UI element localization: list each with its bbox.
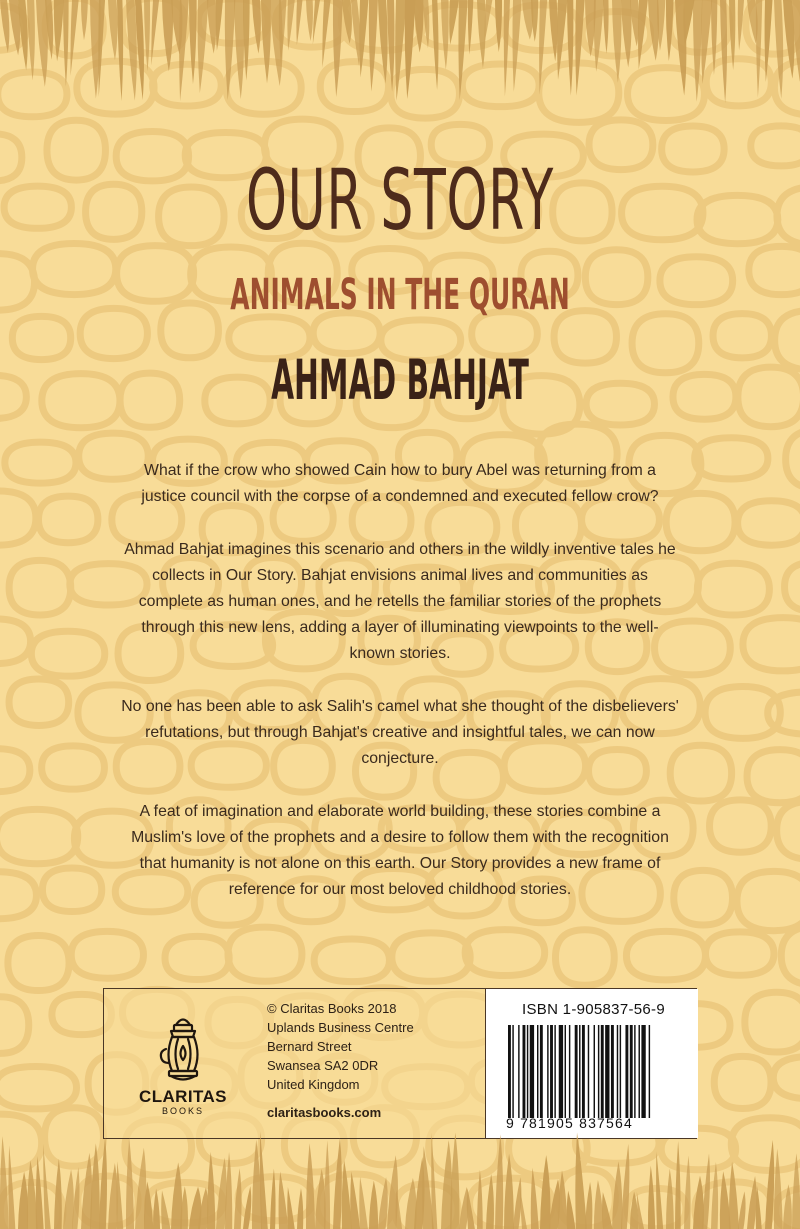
barcode-bar	[530, 1025, 534, 1118]
pattern-shape	[714, 1056, 771, 1108]
fur-strand	[198, 0, 209, 93]
pattern-shape	[697, 563, 769, 615]
fur-strand	[54, 0, 64, 61]
fur-strand	[612, 0, 621, 83]
fur-strand	[117, 1161, 124, 1229]
fur-strand	[504, 1154, 514, 1229]
pattern-shape	[165, 936, 229, 979]
pattern-shape	[751, 126, 800, 166]
pattern-shape	[31, 631, 104, 676]
barcode-bar	[634, 1025, 635, 1118]
barcode-bar	[620, 1025, 621, 1118]
pattern-shape	[42, 868, 101, 912]
fur-strand	[621, 0, 631, 67]
fur-strand	[423, 0, 429, 48]
fur-strand	[126, 1137, 134, 1229]
fur-strand	[99, 1137, 107, 1229]
pattern-shape	[777, 187, 800, 245]
pattern-shape	[673, 374, 736, 419]
book-author: AHMAD BAHJAT	[271, 348, 529, 412]
pattern-shape	[786, 430, 800, 489]
fur-strand	[333, 1138, 342, 1229]
fur-strand	[729, 0, 735, 70]
pattern-shape	[38, 496, 97, 543]
barcode-panel	[485, 989, 698, 1138]
pattern-shape	[4, 186, 71, 228]
fur-strand	[477, 1170, 483, 1229]
fur-strand	[666, 1169, 674, 1229]
fur-strand	[702, 1154, 710, 1229]
fur-strand	[70, 0, 78, 76]
fur-strand	[512, 0, 521, 92]
pattern-shape	[781, 926, 800, 985]
fur-strand	[449, 0, 459, 45]
barcode-bar	[575, 1025, 578, 1118]
pattern-shape	[747, 750, 800, 803]
pattern-shape	[71, 931, 143, 978]
fur-strand	[414, 0, 423, 53]
fur-strand	[477, 0, 486, 68]
fur-strand	[747, 1176, 757, 1229]
fur-strand	[270, 1169, 276, 1229]
pattern-shape	[9, 560, 71, 615]
fur-strand	[792, 1153, 800, 1229]
fur-strand	[765, 0, 773, 82]
fur-strand	[657, 0, 665, 51]
fur-strand	[585, 1182, 592, 1229]
pattern-shape	[705, 932, 773, 975]
barcode-bar	[605, 1025, 609, 1118]
blurb-paragraph: Ahmad Bahjat imagines this scenario and others in the wildly inventive tales he collects in Our Story. Bahjat envisions animal lives and communities as complete as human ones, and he retells the familiar stories of the prophets through this new lens, adding a layer of illuminating viewpoints to the well-known stories.	[124, 541, 676, 662]
pattern-shape	[695, 438, 768, 479]
fur-strand	[243, 0, 250, 81]
fur-strand	[342, 1160, 352, 1229]
pattern-shape	[314, 939, 389, 982]
publisher-website: claritasbooks.com	[267, 1105, 382, 1120]
fur-strand	[495, 1134, 503, 1229]
fur-strand	[369, 1181, 378, 1229]
barcode-bar	[582, 1025, 585, 1118]
fur-strand	[558, 1170, 567, 1229]
fur-strand	[774, 0, 783, 99]
fur-strand	[359, 0, 368, 77]
fur-strand	[612, 1161, 622, 1229]
pattern-shape	[0, 491, 36, 545]
pattern-shape	[674, 870, 733, 925]
barcode-bar	[598, 1025, 599, 1118]
fur-strand	[720, 0, 727, 103]
fur-strand	[575, 0, 584, 95]
pattern-shape	[80, 308, 147, 358]
barcode-bar	[554, 1025, 555, 1118]
isbn-label: ISBN 1-905837-56-9	[522, 1001, 665, 1018]
fur-strand	[81, 0, 88, 40]
fur-strand	[207, 1152, 215, 1229]
fur-strand	[234, 0, 244, 99]
pattern-shape	[86, 184, 142, 239]
fur-strand	[260, 1131, 268, 1229]
pattern-shape	[465, 930, 545, 976]
publisher-info-box	[103, 988, 697, 1139]
fur-strand	[43, 1144, 50, 1229]
fur-strand	[656, 1152, 663, 1229]
fur-strand	[602, 1192, 613, 1229]
pattern-shape	[0, 134, 22, 181]
fur-strand	[126, 0, 137, 101]
fur-strand	[351, 0, 360, 66]
pattern-shape	[228, 927, 302, 981]
barcode-bar	[508, 1025, 511, 1118]
fur-strand	[567, 0, 573, 95]
pattern-shape	[773, 1056, 800, 1098]
fur-strand	[98, 0, 105, 97]
fur-strand	[431, 1133, 437, 1229]
fur-strand	[539, 0, 547, 95]
fur-strand	[458, 0, 467, 100]
fur-strand	[711, 0, 717, 75]
fur-strand	[495, 0, 502, 52]
fur-strand	[756, 0, 762, 97]
fur-strand	[144, 0, 150, 71]
publisher-address	[267, 999, 414, 1122]
barcode-bar	[550, 1025, 553, 1118]
lantern-icon	[128, 1013, 238, 1087]
pattern-shape	[0, 254, 35, 311]
fur-strand	[513, 1177, 521, 1229]
fur-strand	[531, 1168, 539, 1229]
fur-strand	[36, 1156, 44, 1229]
barcode-bar	[630, 1025, 633, 1118]
pattern-shape	[0, 1067, 77, 1109]
pattern-shape	[749, 246, 800, 294]
fur-strand	[594, 0, 604, 72]
barcode-bar	[601, 1025, 604, 1118]
pattern-shape	[710, 800, 772, 852]
pattern-shape	[42, 746, 105, 789]
pattern-shape	[785, 562, 800, 611]
fur-strand	[216, 0, 223, 51]
barcode-bar	[617, 1025, 618, 1118]
fur-strand	[701, 0, 712, 84]
barcode-bar	[641, 1025, 645, 1118]
fur-strand	[216, 1158, 227, 1229]
fur-strand	[287, 1187, 294, 1229]
fur-strand	[504, 0, 510, 96]
barcode-bar	[594, 1025, 595, 1118]
fur-strand	[405, 0, 416, 99]
fur-strand	[287, 0, 294, 51]
publisher-logo-sub: BOOKS	[161, 1106, 204, 1116]
fur-strand	[359, 1177, 368, 1229]
blurb-paragraph: No one has been able to ask Salih's camel what she thought of the disbelievers' refutations, but through Bahjat's creative and insightful tales, we can now conjecture.	[121, 698, 679, 767]
top-fur-border	[0, 0, 800, 110]
book-title: OUR STORY	[246, 151, 554, 249]
pattern-shape	[0, 375, 26, 418]
barcode-bar	[559, 1025, 563, 1118]
address-line: Bernard Street	[267, 1039, 352, 1054]
fur-strand	[557, 0, 567, 80]
barcode-digits: 9 781905 837564	[506, 1115, 633, 1131]
pattern-shape	[33, 244, 116, 295]
fur-strand	[369, 0, 378, 92]
fur-strand	[8, 1145, 15, 1229]
pattern-shape	[660, 257, 733, 305]
blurb-paragraph: A feat of imagination and elaborate world building, these stories combine a Muslim's love of the prophets and a desire to follow them with the recognition that humanity is not alone on this earth. Our Story provides a new frame of reference for our most beloved childhood stories.	[131, 803, 669, 898]
barcode-bar	[625, 1025, 628, 1118]
fur-strand	[153, 1188, 160, 1229]
pattern-shape	[768, 692, 800, 734]
fur-strand	[378, 1177, 388, 1229]
pattern-shape	[392, 933, 470, 981]
barcode-bar	[588, 1025, 589, 1118]
fur-strand	[756, 1186, 762, 1229]
barcode-bar	[512, 1025, 513, 1118]
barcode-bar	[518, 1025, 519, 1118]
fur-strand	[18, 1171, 28, 1229]
fur-strand	[711, 1162, 718, 1229]
fur-strand	[432, 0, 438, 90]
barcode-bar	[611, 1025, 614, 1118]
fur-strand	[234, 1168, 242, 1229]
fur-strand	[567, 1191, 576, 1229]
barcode-bar	[527, 1025, 528, 1118]
fur-strand	[549, 0, 558, 61]
fur-strand	[322, 0, 330, 68]
barcode-bar	[565, 1025, 566, 1118]
address-line: © Claritas Books 2018	[267, 1001, 397, 1016]
barcode-bar	[579, 1025, 580, 1118]
pattern-shape	[775, 310, 800, 369]
fur-strand	[486, 1174, 494, 1229]
fur-strand	[306, 1143, 315, 1229]
pattern-shape	[47, 120, 106, 180]
fur-strand	[108, 1163, 118, 1229]
address-line: Uplands Business Centre	[267, 1020, 414, 1035]
fur-strand	[279, 1172, 289, 1229]
pattern-shape	[662, 126, 724, 172]
fur-strand	[324, 1141, 330, 1229]
pattern-shape	[713, 314, 771, 358]
blurb-paragraph: What if the crow who showed Cain how to bury Abel was returning from a justice council with the corpse of a condemned and executed fellow crow?	[141, 462, 659, 505]
pattern-shape	[9, 679, 69, 726]
fur-strand	[27, 0, 35, 80]
fur-strand	[161, 1190, 170, 1229]
fur-strand	[396, 1190, 402, 1229]
fur-strand	[189, 0, 197, 84]
pattern-shape	[0, 749, 30, 792]
fur-strand	[378, 0, 388, 84]
fur-strand	[0, 1136, 9, 1229]
fur-strand	[313, 0, 320, 45]
fur-strand	[0, 0, 9, 53]
barcode-bar	[537, 1025, 538, 1118]
pattern-shape	[697, 195, 778, 243]
pattern-shape	[0, 872, 36, 919]
fur-strand	[333, 0, 343, 97]
pattern-shape	[738, 501, 800, 545]
fur-strand	[693, 1176, 704, 1229]
fur-strand	[162, 0, 173, 71]
pattern-shape	[42, 374, 120, 428]
fur-strand	[459, 1187, 468, 1229]
fur-strand	[774, 1148, 783, 1229]
pattern-shape	[626, 931, 705, 979]
address-line: Swansea SA2 0DR	[267, 1058, 379, 1073]
fur-strand	[179, 0, 189, 101]
fur-strand	[738, 1191, 746, 1229]
pattern-shape	[8, 935, 69, 990]
fur-strand	[63, 0, 69, 87]
fur-strand	[63, 1169, 74, 1229]
barcode-bar	[540, 1025, 543, 1118]
address-line: United Kingdom	[267, 1077, 360, 1092]
fur-strand	[261, 0, 271, 83]
pattern-shape	[737, 871, 800, 930]
fur-strand	[468, 0, 473, 55]
book-subtitle: ANIMALS IN THE QURAN	[230, 270, 570, 320]
pattern-shape	[555, 930, 614, 986]
pattern-shape	[0, 619, 31, 664]
fur-strand	[54, 1159, 62, 1229]
barcode-bar	[649, 1025, 650, 1118]
barcode-bar	[639, 1025, 640, 1118]
fur-strand	[738, 0, 744, 50]
bottom-fur-border	[0, 1125, 800, 1229]
fur-strand	[387, 0, 394, 92]
pattern-shape	[745, 992, 800, 1052]
fur-strand	[666, 0, 674, 61]
fur-strand	[693, 0, 702, 102]
fur-strand	[297, 1188, 303, 1229]
fur-strand	[306, 0, 313, 41]
pattern-shape	[738, 367, 800, 427]
fur-strand	[350, 1172, 360, 1229]
fur-strand	[765, 1140, 774, 1229]
fur-strand	[729, 1162, 739, 1229]
fur-strand	[467, 1188, 475, 1229]
pattern-shape	[5, 442, 76, 483]
blurb	[120, 458, 680, 930]
barcode-bar	[569, 1025, 570, 1118]
publisher-logo-name: CLARITAS	[139, 1087, 227, 1106]
barcode-bar	[547, 1025, 548, 1118]
fur-strand	[684, 1156, 691, 1229]
barcode-bar	[523, 1025, 526, 1118]
fur-strand	[207, 0, 216, 54]
fur-strand	[621, 1144, 629, 1229]
fur-strand	[575, 1133, 587, 1229]
fur-strand	[540, 1155, 551, 1229]
publisher-logo	[128, 1013, 238, 1118]
pattern-shape	[777, 801, 800, 859]
pattern-shape	[632, 314, 699, 373]
barcode-icon	[508, 1025, 688, 1118]
fur-strand	[638, 0, 648, 69]
fur-strand	[151, 0, 159, 65]
pattern-shape	[0, 809, 78, 863]
fur-strand	[243, 1186, 251, 1229]
fur-strand	[783, 1184, 792, 1229]
pattern-shape	[120, 373, 180, 427]
fur-strand	[225, 0, 236, 100]
fur-strand	[296, 0, 302, 45]
pattern-shape	[0, 997, 29, 1054]
fur-strand	[342, 0, 352, 44]
fur-strand	[117, 0, 123, 101]
fur-strand	[531, 0, 538, 42]
pattern-shape	[12, 316, 70, 359]
fur-strand	[603, 0, 609, 54]
fur-strand	[683, 0, 694, 46]
fur-strand	[675, 1141, 681, 1229]
fur-strand	[648, 1166, 655, 1229]
fur-strand	[252, 0, 261, 54]
fur-strand	[485, 0, 493, 42]
pattern-shape	[743, 618, 800, 671]
fur-strand	[441, 0, 449, 69]
fur-strand	[108, 0, 117, 60]
